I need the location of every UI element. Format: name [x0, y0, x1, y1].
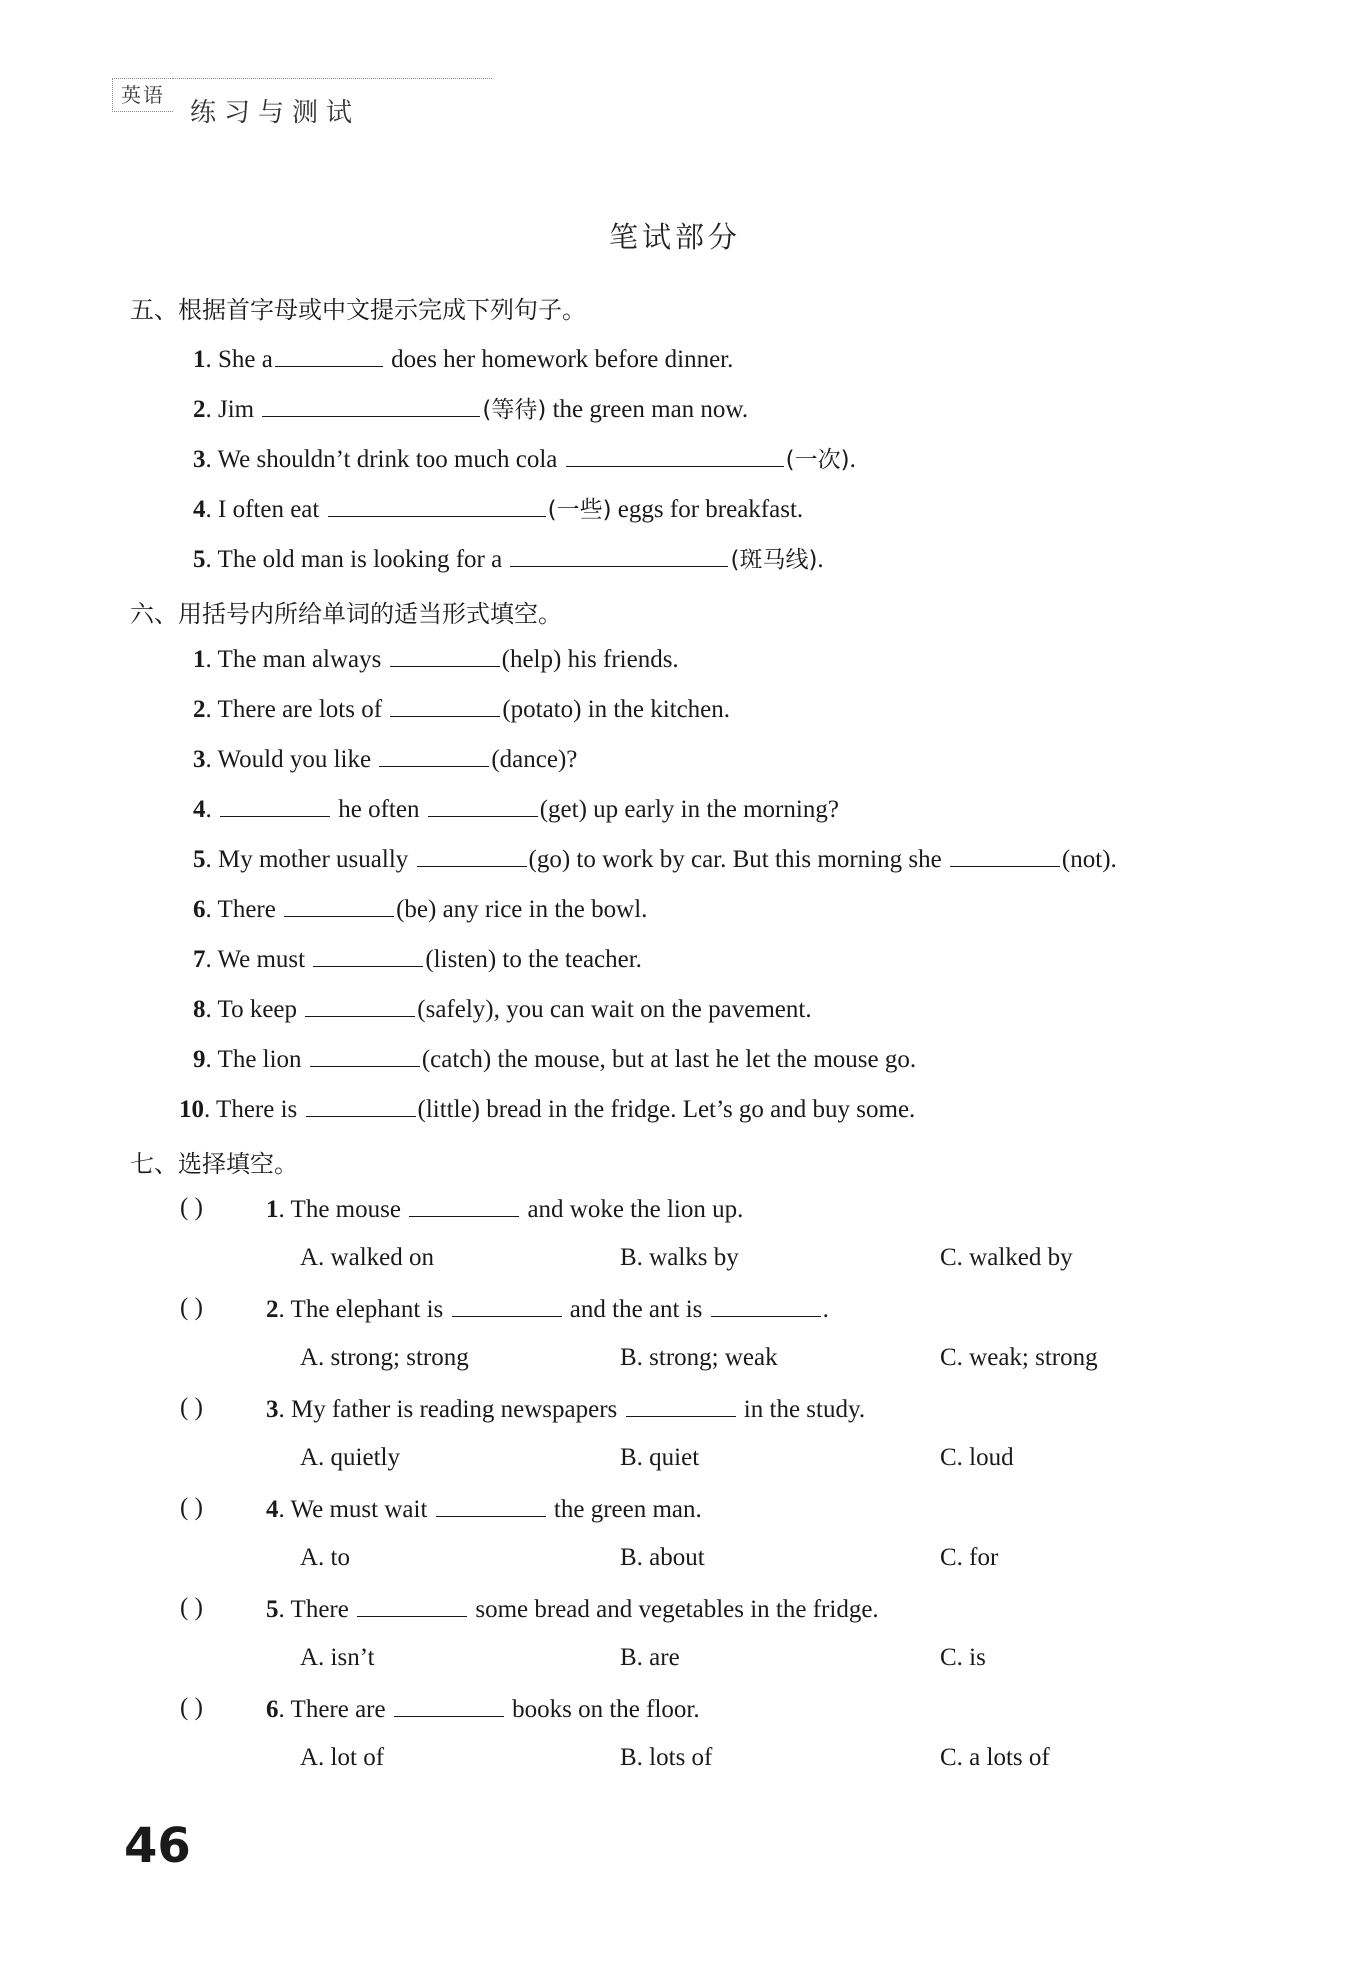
answer-blank — [711, 1292, 821, 1317]
s5-item-2: 2. Jim (等待) the green man now. — [193, 392, 748, 426]
option-c[interactable]: C. for — [940, 1544, 999, 1571]
s7-item-4: 4. We must wait the green man. — [266, 1492, 702, 1526]
answer-blank[interactable] — [390, 692, 500, 717]
s5-item-3: 3. We shouldn’t drink too much cola (一次). — [193, 442, 856, 476]
s7-item-2: 2. The elephant is and the ant is . — [266, 1292, 829, 1326]
answer-blank[interactable] — [328, 492, 546, 517]
answer-bracket[interactable]: ( ) — [180, 1494, 203, 1521]
page-title: 笔试部分 — [608, 220, 741, 254]
answer-blank[interactable] — [306, 1092, 416, 1117]
answer-blank[interactable] — [428, 792, 538, 817]
s6-item-9: 9. The lion (catch) the mouse, but at last he let the mouse go. — [193, 1042, 916, 1076]
s6-item-10: 10. There is (little) bread in the fridge. Let’s go and buy some. — [179, 1092, 915, 1126]
s7-item-5: 5. There some bread and vegetables in the fridge. — [266, 1592, 879, 1626]
header-dotted-rule — [172, 78, 492, 79]
subject-tag: 英语 — [112, 78, 173, 112]
answer-blank — [409, 1192, 519, 1217]
option-b[interactable]: B. are — [620, 1644, 680, 1671]
section-seven-heading: 七、选择填空。 — [130, 1150, 298, 1178]
answer-bracket[interactable]: ( ) — [180, 1394, 203, 1421]
option-c[interactable]: C. is — [940, 1644, 986, 1671]
option-c[interactable]: C. weak; strong — [940, 1344, 1098, 1371]
s7-item-3: 3. My father is reading newspapers in the study. — [266, 1392, 865, 1426]
answer-blank[interactable] — [305, 992, 415, 1017]
option-b[interactable]: B. walks by — [620, 1244, 739, 1271]
option-a[interactable]: A. quietly — [300, 1444, 400, 1471]
answer-blank[interactable] — [220, 792, 330, 817]
answer-blank[interactable] — [950, 842, 1060, 867]
s7-item-1: 1. The mouse and woke the lion up. — [266, 1192, 743, 1226]
s5-item-5: 5. The old man is looking for a (斑马线). — [193, 542, 824, 576]
answer-blank[interactable] — [379, 742, 489, 767]
option-a[interactable]: A. lot of — [300, 1744, 385, 1771]
option-c[interactable]: C. walked by — [940, 1244, 1073, 1271]
s6-item-4: 4. he often (get) up early in the morning? — [193, 792, 839, 826]
answer-blank[interactable] — [310, 1042, 420, 1067]
answer-blank[interactable] — [417, 842, 527, 867]
answer-bracket[interactable]: ( ) — [180, 1594, 203, 1621]
section-six-heading: 六、用括号内所给单词的适当形式填空。 — [130, 600, 562, 628]
option-c[interactable]: C. a lots of — [940, 1744, 1050, 1771]
answer-bracket[interactable]: ( ) — [180, 1694, 203, 1721]
option-b[interactable]: B. quiet — [620, 1444, 700, 1471]
s6-item-7: 7. We must (listen) to the teacher. — [193, 942, 642, 976]
s6-item-8: 8. To keep (safely), you can wait on the pavement. — [193, 992, 812, 1026]
section-five-heading: 五、根据首字母或中文提示完成下列句子。 — [130, 296, 586, 324]
answer-bracket[interactable]: ( ) — [180, 1194, 203, 1221]
s6-item-1: 1. The man always (help) his friends. — [193, 642, 679, 676]
answer-bracket[interactable]: ( ) — [180, 1294, 203, 1321]
option-a[interactable]: A. walked on — [300, 1244, 434, 1271]
page-number: 46 — [124, 1818, 191, 1874]
s6-item-6: 6. There (be) any rice in the bowl. — [193, 892, 647, 926]
answer-blank[interactable] — [510, 542, 728, 567]
s6-item-3: 3. Would you like (dance)? — [193, 742, 577, 776]
option-b[interactable]: B. strong; weak — [620, 1344, 778, 1371]
answer-blank[interactable] — [275, 342, 383, 367]
answer-blank — [394, 1692, 504, 1717]
answer-blank[interactable] — [284, 892, 394, 917]
option-a[interactable]: A. isn’t — [300, 1644, 375, 1671]
answer-blank — [357, 1592, 467, 1617]
answer-blank[interactable] — [390, 642, 500, 667]
option-b[interactable]: B. about — [620, 1544, 705, 1571]
option-a[interactable]: A. to — [300, 1544, 350, 1571]
answer-blank[interactable] — [566, 442, 784, 467]
page-header — [112, 74, 382, 130]
s7-item-6: 6. There are books on the floor. — [266, 1692, 700, 1726]
answer-blank — [436, 1492, 546, 1517]
option-a[interactable]: A. strong; strong — [300, 1344, 469, 1371]
answer-blank — [626, 1392, 736, 1417]
answer-blank[interactable] — [313, 942, 423, 967]
option-b[interactable]: B. lots of — [620, 1744, 713, 1771]
s5-item-4: 4. I often eat (一些) eggs for breakfast. — [193, 492, 803, 526]
s6-item-5: 5. My mother usually (go) to work by car. But this morning she (not). — [193, 842, 1117, 876]
book-title: 练习与测试 — [190, 98, 361, 128]
answer-blank — [452, 1292, 562, 1317]
option-c[interactable]: C. loud — [940, 1444, 1014, 1471]
s5-item-1: 1. She a does her homework before dinner. — [193, 342, 733, 376]
answer-blank[interactable] — [262, 392, 480, 417]
s6-item-2: 2. There are lots of (potato) in the kitchen. — [193, 692, 730, 726]
